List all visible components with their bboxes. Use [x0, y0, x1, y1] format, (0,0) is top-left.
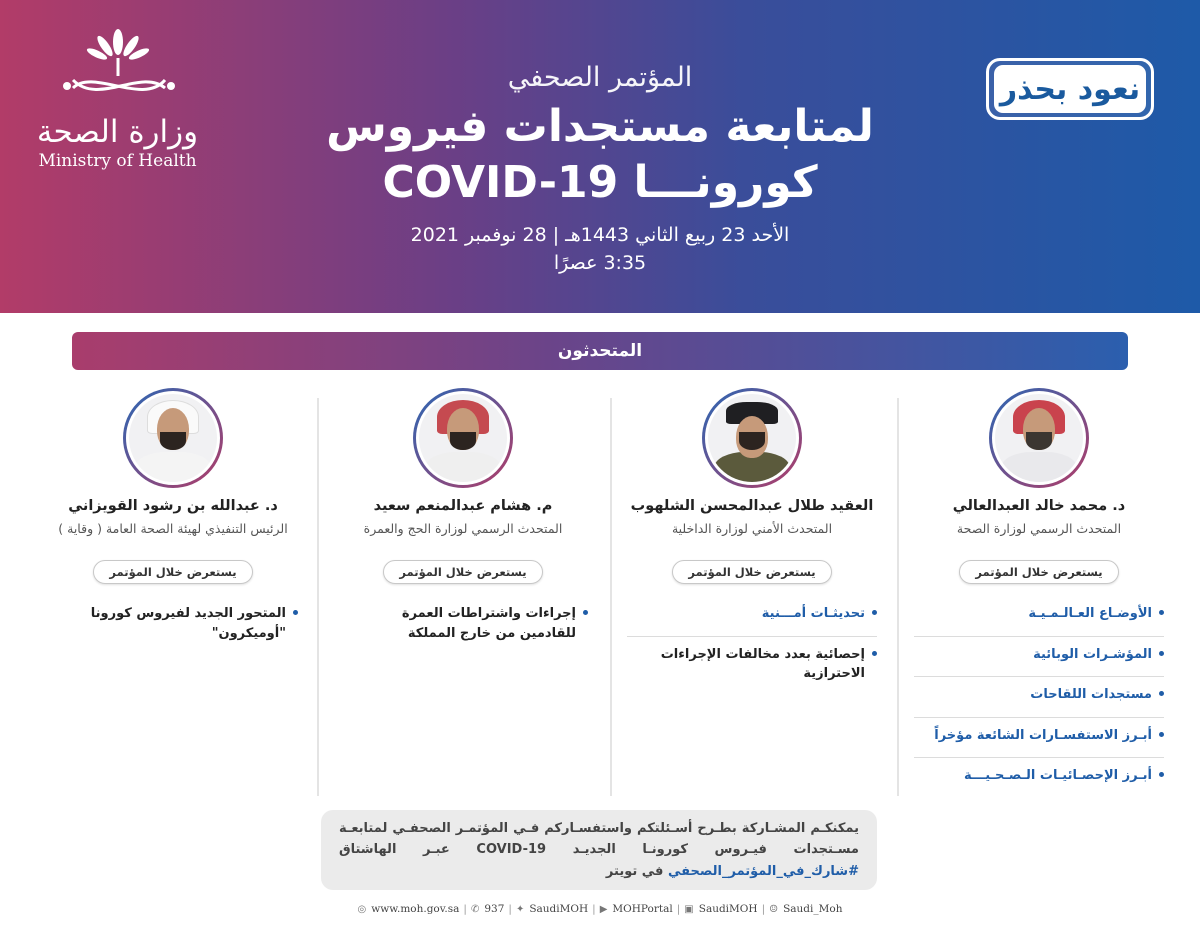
hashtag-link[interactable]: #شارك_في_المؤتمر_الصحفي	[667, 863, 859, 879]
topic-item: أبـرز الإحصـائيـات الـصـحـيـــة	[914, 758, 1164, 798]
topics-pill: يستعرض خلال المؤتمر	[383, 560, 543, 584]
footer-separator: |	[761, 903, 766, 915]
topic-item: مستجدات اللقاحات	[914, 677, 1164, 718]
snapchat-icon: ☺	[769, 903, 779, 915]
moh-name-english: Ministry of Health	[38, 150, 197, 171]
header-banner	[0, 0, 1200, 313]
speaker-photo	[413, 388, 513, 488]
footer-instagram[interactable]: SaudiMOH	[698, 903, 758, 915]
speaker-name: م. هشام عبدالمنعم سعيد	[373, 498, 553, 514]
footer-twitter[interactable]: SaudiMOH	[529, 903, 589, 915]
footer-separator: |	[676, 903, 681, 915]
topic-item: الأوضـاع العـالـمـيـة	[914, 596, 1164, 637]
topics-list	[48, 596, 298, 655]
speaker-name: د. عبدالله بن رشود القويزاني	[68, 498, 278, 514]
speaker-card	[914, 388, 1164, 798]
conference-title	[300, 99, 900, 212]
speaker-photo	[702, 388, 802, 488]
column-divider	[897, 398, 899, 796]
speaker-name: العقيد طلال عبدالمحسن الشلهوب	[630, 498, 874, 514]
instagram-icon: ▣	[684, 903, 694, 915]
topic-item: تحديثـات أمـــنية	[627, 596, 877, 637]
participation-text: يمكنكـم المشـاركة بطـرح أسـئلتكم واستفسـاركم فـي المؤتمـر الصحفـي لمتابعـة مسـتجدات فيـروس كورونـا الجديـد COVID-19 عبـر الهاشتاق	[339, 821, 859, 858]
campaign-badge	[986, 58, 1154, 120]
topics-list	[627, 596, 877, 696]
conference-title-line-2: كورونـــا COVID-19	[382, 157, 818, 209]
speaker-photo	[123, 388, 223, 488]
speaker-role: المتحدث الأمني لوزارة الداخلية	[671, 521, 833, 536]
palm-swords-emblem-icon	[53, 28, 183, 112]
speaker-photo	[989, 388, 1089, 488]
speakers-section-title: المتحدثون	[72, 332, 1128, 370]
speaker-card	[48, 388, 298, 655]
speaker-card	[627, 388, 877, 696]
globe-icon: ◎	[357, 903, 367, 915]
topics-list	[338, 596, 588, 655]
participation-suffix: في تويتر	[605, 863, 664, 879]
footer-snapchat[interactable]: Saudi_Moh	[783, 903, 843, 915]
footer-separator: |	[463, 903, 467, 915]
topics-pill: يستعرض خلال المؤتمر	[959, 560, 1119, 584]
topic-item: إحصائية بعدد مخالفات الإجراءات الاحترازية	[627, 637, 877, 696]
footer-separator: |	[592, 903, 596, 915]
speaker-role: الرئيس التنفيذي لهيئة الصحة العامة ( وقاية )	[58, 521, 288, 536]
topic-item: أبـرز الاستفسـارات الشائعة مؤخراً	[914, 718, 1164, 759]
conference-title-line-1: لمتابعة مستجدات فيروس	[326, 101, 874, 152]
topics-pill: يستعرض خلال المؤتمر	[672, 560, 832, 584]
topics-list	[914, 596, 1164, 798]
column-divider	[610, 398, 612, 796]
conference-label: المؤتمر الصحفي	[507, 62, 693, 93]
footer-phone[interactable]: 937	[484, 903, 505, 915]
topic-item: إجراءات واشتراطات العمرة للقادمين من خارج المملكة	[338, 596, 588, 655]
footer-website[interactable]: www.moh.gov.sa	[371, 903, 460, 915]
footer-youtube[interactable]: MOHPortal	[612, 903, 673, 915]
speaker-card	[338, 388, 588, 655]
phone-icon: ✆	[470, 903, 480, 915]
column-divider	[317, 398, 319, 796]
topic-item: المؤشـرات الوبائية	[914, 637, 1164, 678]
speaker-role: المتحدث الرسمي لوزارة الصحة	[956, 521, 1122, 536]
footer-separator: |	[508, 903, 512, 915]
conference-date: الأحد 23 ربيع الثاني 1443هـ | 28 نوفمبر 2021	[410, 223, 790, 246]
participation-info-box	[321, 810, 877, 890]
youtube-icon: ▶	[599, 903, 608, 915]
speaker-role: المتحدث الرسمي لوزارة الحج والعمرة	[363, 521, 563, 536]
topics-pill: يستعرض خلال المؤتمر	[93, 560, 253, 584]
campaign-badge-text: نعود بحذر	[994, 65, 1146, 113]
conference-time: 3:35 عصرًا	[553, 251, 647, 274]
moh-logo	[30, 28, 205, 171]
twitter-icon: ✦	[515, 903, 525, 915]
conference-heading	[300, 62, 900, 274]
speaker-name: د. محمد خالد العبدالعالي	[952, 498, 1126, 514]
moh-name-arabic: وزارة الصحة	[36, 114, 199, 150]
topic-item: المتحور الجديد لفيروس كورونا "أوميكرون"	[48, 596, 298, 655]
footer-contacts	[0, 903, 1200, 915]
